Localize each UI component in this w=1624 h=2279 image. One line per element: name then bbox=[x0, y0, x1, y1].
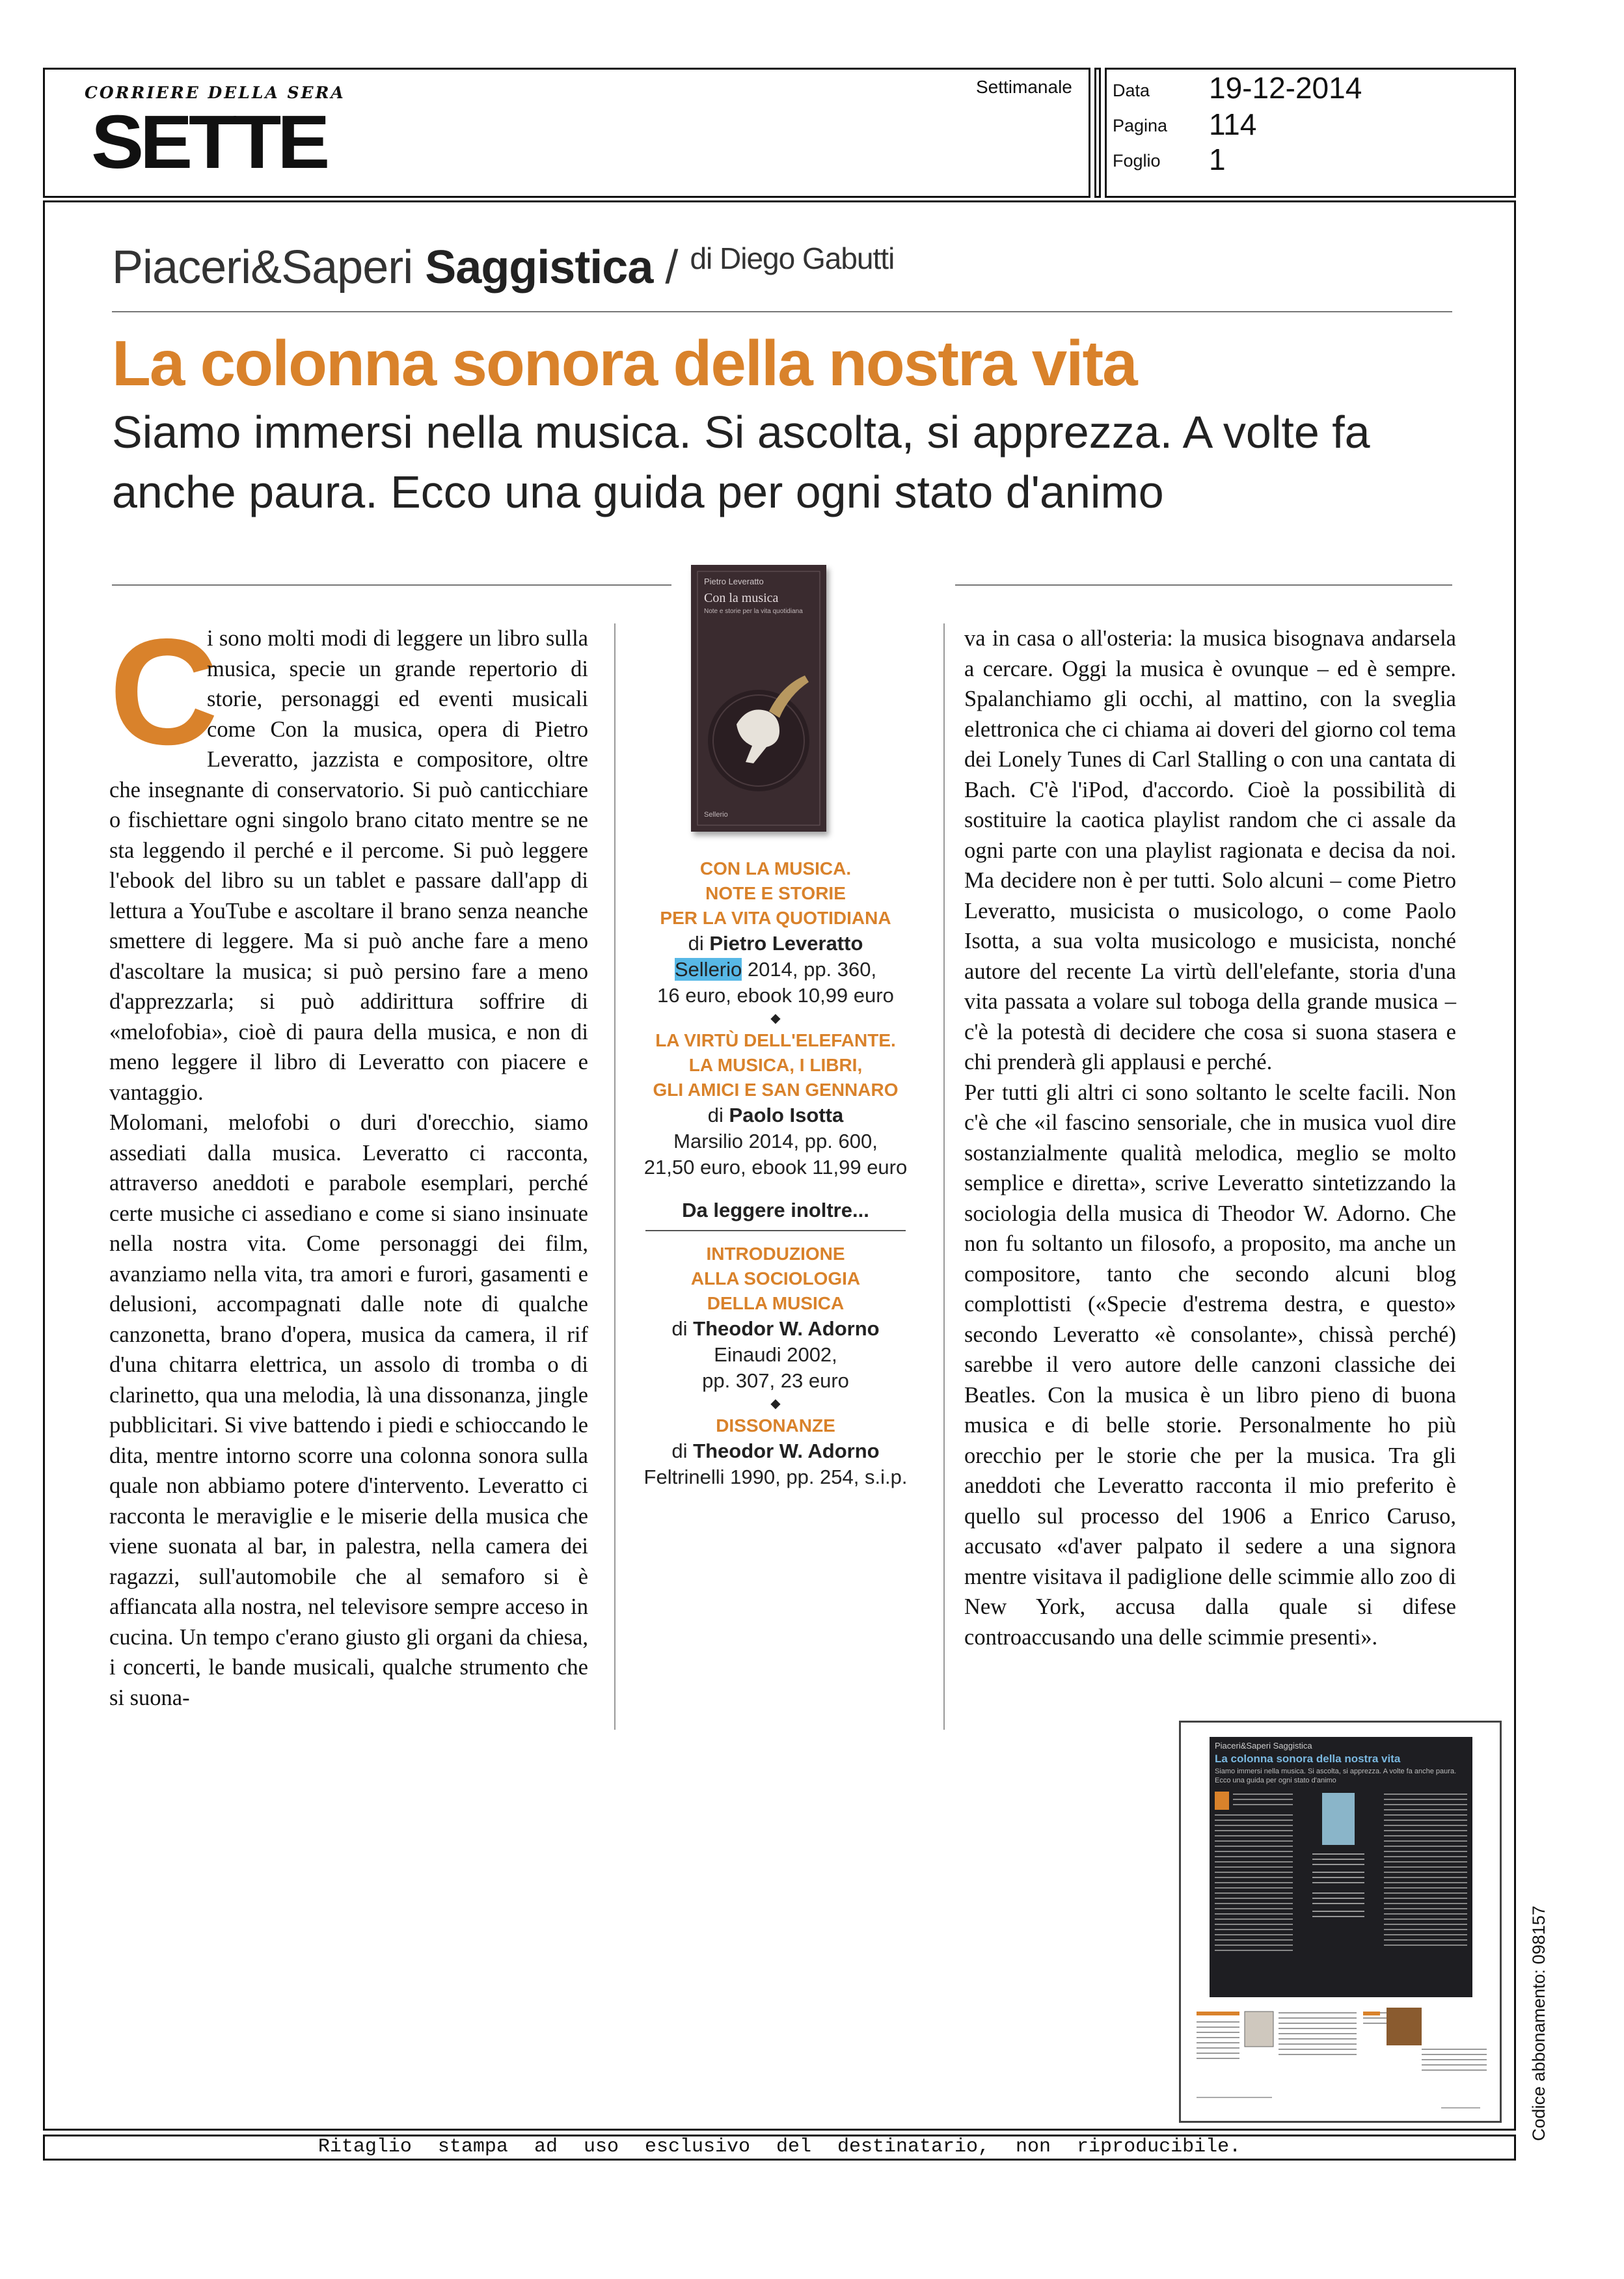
book4-author: Theodor W. Adorno bbox=[693, 1440, 880, 1462]
sidebar-book-list bbox=[619, 856, 932, 1490]
book2-title-line: LA VIRTÙ DELL'ELEFANTE. bbox=[655, 1030, 896, 1050]
book2-title-line: LA MUSICA, I LIBRI, bbox=[688, 1055, 863, 1075]
book4-by: di bbox=[671, 1440, 688, 1462]
book1-price: 16 euro, ebook 10,99 euro bbox=[657, 984, 894, 1007]
meta-value-data: 19-12-2014 bbox=[1209, 71, 1362, 105]
book1-title-line: PER LA VITA QUOTIDIANA bbox=[660, 908, 891, 928]
kicker-rule bbox=[112, 311, 1452, 312]
book3-details: Einaudi 2002, bbox=[714, 1343, 837, 1366]
frequency-label: Settimanale bbox=[976, 77, 1072, 97]
book3-author: Theodor W. Adorno bbox=[693, 1317, 880, 1340]
more-reading-heading: Da leggere inoltre... bbox=[645, 1197, 906, 1231]
book3-entry bbox=[619, 1242, 932, 1394]
book1-by: di bbox=[688, 932, 704, 955]
header-divider bbox=[1094, 68, 1101, 198]
book1-title-line: NOTE E STORIE bbox=[705, 883, 846, 903]
magazine-logo: SETTE bbox=[91, 100, 327, 184]
book2-price: 21,50 euro, ebook 11,99 euro bbox=[643, 1156, 908, 1179]
book-cover-image bbox=[691, 565, 826, 832]
column-divider-1 bbox=[614, 623, 616, 1730]
thumbnail-headline: La colonna sonora della nostra vita bbox=[1215, 1753, 1401, 1765]
category-name: Saggistica bbox=[425, 241, 653, 293]
cover-title: Con la musica bbox=[704, 591, 779, 605]
book2-title-line: GLI AMICI E SAN GENNARO bbox=[653, 1080, 899, 1100]
meta-label-data: Data bbox=[1113, 81, 1150, 100]
subscription-code: Codice abbonamento: 098157 bbox=[1529, 1905, 1549, 2141]
paragraph-4: Per tutti gli altri ci sono soltanto le scelte facili. Non c'è che «il fascino sensoriale, che in musica vuol dire sostanzialmente qualità melodica, meglio se molto semplice e diretta», scrive Leveratto sintetizzando la sociologia della musica di Theodor W. Adorno. Che non fu soltanto un filosofo, a proposito, ma anche un compositore, tanto che secondo alcuni blog complottisti («Specie d'estrema destra, e questo» secondo Leveratto «è consolante», chissà perché) sarebbe il vero autore delle canzoni classiche dei Beatles. Con la musica è un libro pieno di buona musica e di belle storie. Personalmente ho più orecchio per le storie che per la musica. Tra gli aneddoti che Leveratto racconta il mio preferito è quello sul processo del 1906 a Enrico Caruso, accusato «d'aver palpato il sedere a una signora mentre visitava il padiglione delle scimmie allo zoo di New York, accusa dalla quale si difese controaccusando una delle scimmie presenti». bbox=[964, 1080, 1456, 1650]
meta-value-foglio: 1 bbox=[1209, 143, 1226, 176]
book3-title-line: INTRODUZIONE bbox=[706, 1244, 845, 1264]
cover-subtitle: Note e storie per la vita quotidiana bbox=[704, 608, 803, 615]
book4-details: Feltrinelli 1990, pp. 254, s.i.p. bbox=[643, 1466, 908, 1488]
byline: di Diego Gabutti bbox=[690, 241, 895, 275]
column-3 bbox=[964, 623, 1456, 1652]
book3-price: pp. 307, 23 euro bbox=[702, 1369, 849, 1392]
book3-by: di bbox=[671, 1317, 688, 1340]
section-name: Piaceri&Saperi bbox=[112, 241, 413, 293]
book3-title-line: DELLA MUSICA bbox=[707, 1293, 845, 1313]
diamond-separator: ◆ bbox=[770, 1397, 781, 1411]
book2-by: di bbox=[707, 1104, 724, 1126]
paragraph-1: i sono molti modi di leggere un libro sulla musica, specie un grande repertorio di storie, personaggi ed eventi musicali come Con la musica, opera di Pietro Leveratto, jazzista e compositore, oltre che insegnante di conservatorio. Si può canticchiare o fischiettare ogni singolo brano citato mentre se ne sta leggendo il perché e il percome. Si può leggere l'ebook del libro su un tablet e passare dall'app di lettura a YouTube e ascoltare il brano senza neanche smettere di leggere. Ma si può anche fare a meno d'ascoltare la musica; si può persino fare a meno d'apprezzarla; si può addirittura soffrire di «melofobia», cioè di paura della musica, e non di meno leggere il libro di Leveratto con piacere e vantaggio. bbox=[109, 626, 588, 1105]
thumbnail-standfirst: Siamo immersi nella musica. Si ascolta, si apprezza. A volte fa anche paura. Ecco una guida per ogni stato d'animo bbox=[1215, 1767, 1457, 1784]
kicker-separator: / bbox=[665, 241, 678, 293]
book2-details: Marsilio 2014, pp. 600, bbox=[673, 1130, 878, 1153]
meta-value-pagina: 114 bbox=[1209, 107, 1257, 141]
thumbnail-article-block bbox=[1210, 1737, 1472, 1997]
book1-author: Pietro Leveratto bbox=[709, 932, 863, 955]
book4-title-line: DISSONANZE bbox=[716, 1415, 835, 1436]
cover-publisher: Sellerio bbox=[704, 811, 728, 819]
book1-entry bbox=[619, 856, 932, 1009]
column-1 bbox=[109, 608, 588, 1713]
publisher-name: CORRIERE DELLA SERA bbox=[85, 83, 345, 102]
book1-title-line: CON LA MUSICA. bbox=[699, 858, 852, 879]
meta-label-pagina: Pagina bbox=[1113, 116, 1168, 135]
headline: La colonna sonora della nostra vita bbox=[112, 327, 1137, 399]
book1-details: 2014, pp. 360, bbox=[747, 958, 877, 981]
meta-label-foglio: Foglio bbox=[1113, 151, 1161, 171]
book1-publisher-highlight: Sellerio bbox=[674, 958, 742, 981]
book2-entry bbox=[619, 1028, 932, 1180]
cover-author: Pietro Leveratto bbox=[704, 577, 764, 586]
book4-entry bbox=[619, 1413, 932, 1490]
diamond-separator: ◆ bbox=[770, 1011, 781, 1026]
standfirst: Siamo immersi nella musica. Si ascolta, si apprezza. A volte fa anche paura. Ecco una guida per ogni stato d'animo bbox=[112, 407, 1370, 517]
article-kicker bbox=[112, 241, 894, 294]
book3-title-line: ALLA SOCIOLOGIA bbox=[690, 1268, 861, 1289]
book2-author: Paolo Isotta bbox=[729, 1104, 844, 1126]
left-top-rule bbox=[112, 584, 671, 586]
thumbnail-kicker: Piaceri&Saperi Saggistica bbox=[1215, 1741, 1312, 1751]
page-thumbnail bbox=[1179, 1721, 1502, 2123]
thumbnail-text-lines bbox=[1215, 1792, 1468, 1991]
footer-notice: Ritaglio stampa ad uso esclusivo del destinatario, non riproducibile. bbox=[318, 2136, 1241, 2158]
column-divider-2 bbox=[943, 623, 945, 1730]
right-top-rule bbox=[955, 584, 1452, 586]
thumbnail-adjacent-content bbox=[1194, 2006, 1491, 2117]
paragraph-3: va in casa o all'osteria: la musica bisognava andarsela a cercare. Oggi la musica è ovunque – ed è sempre. Spalanchiamo gli occhi, al mattino, con la sveglia elettronica che ci chiama ai doveri del giorno col tema dei Lonely Tunes di Carl Stalling o con una cantata di Bach. C'è l'iPod, d'accordo. Cioè la possibilità di sostituire la caotica playlist random che ci assale da ogni parte con una playlist ragionata e decisa da noi. Ma decidere non è per tutti. Solo alcuni – come Pietro Leveratto, musicista o musicologo, o come Paolo Isotta, a sua volta musicologo e musicista, nonché autore del recente La virtù dell'elefante, storia d'una vita passata a volare sul toboga della grande musica – c'è la potestà di decidere che cosa si suona stasera e chi prenderà gli applausi e perché. bbox=[964, 626, 1456, 1074]
paragraph-2: Molomani, melofobi o duri d'orecchio, siamo assediati dalla musica. Leveratto ci racconta, attraverso aneddoti e parabole esemplari, perché certe musiche ci assediano e come si siano insinuate nella nostra vita. Come personaggi dei film, avanziamo nella vita, tra amori e furori, gasamenti e delusioni, accompagnati dalle note di qualche canzonetta, brano d'opera, musica da camera, il rif d'una chitarra elettrica, un assolo di tromba o di clarinetto, qua una melodia, là una dissonanza, jingle pubblicitari. Si vive battendo i piedi e schioccando le dita, mentre intorno scorre una colonna sonora sulla quale non abbiamo potere d'intervento. Leveratto ci racconta le meraviglie e le miserie della musica che viene suonata al bar, in palestra, nella camera dei ragazzi, sull'automobile che al semaforo si è affiancata alla nostra, nel televisore sempre acceso in cucina. Un tempo c'erano giusto gli organi da chiesa, i concerti, le bande musicali, qualche strumento che si suona- bbox=[109, 1110, 588, 1710]
dropcap: C bbox=[109, 608, 219, 776]
